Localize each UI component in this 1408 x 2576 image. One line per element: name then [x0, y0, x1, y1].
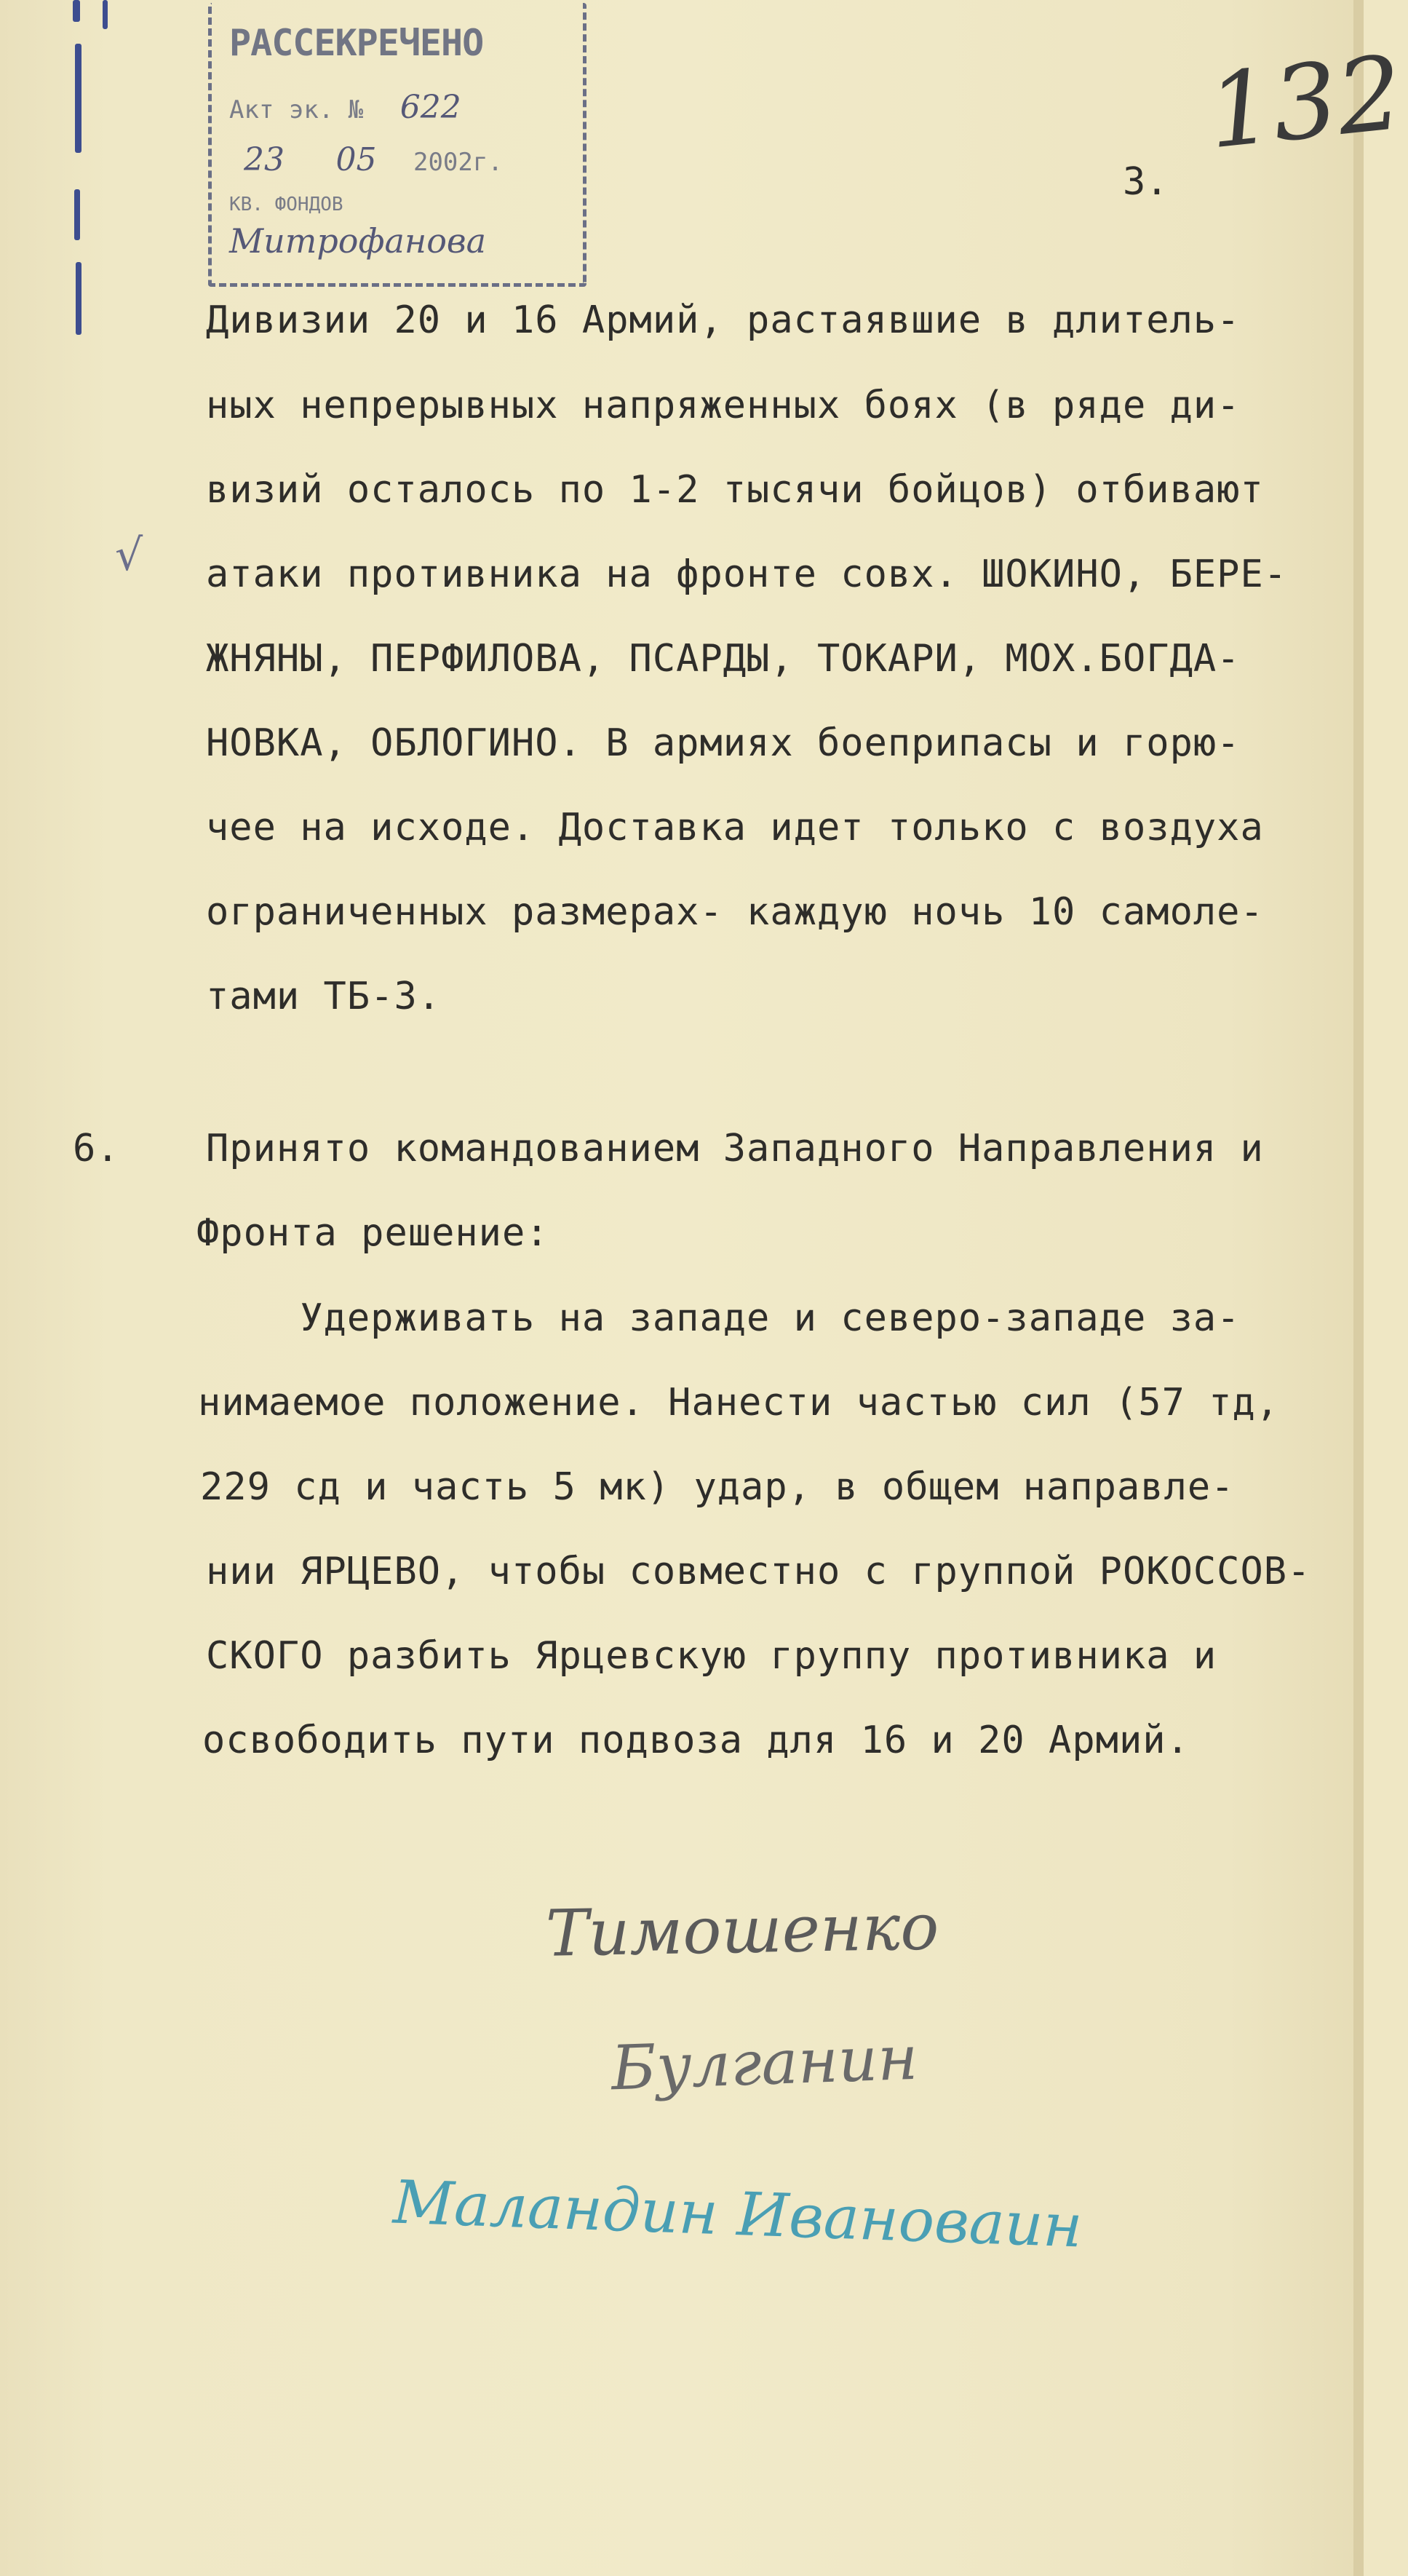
binding-mark [74, 189, 80, 240]
stamp-date-row [229, 141, 503, 178]
binding-mark [76, 262, 81, 335]
page-edge [1353, 0, 1364, 2576]
signature-malandin: Маландин Ивановаин [391, 2168, 1084, 2262]
stamp-date-day: 23 [244, 141, 285, 178]
text-line: тами ТБ-3. [206, 975, 442, 1018]
declassification-stamp [208, 3, 586, 287]
folio-number: 132 [1202, 33, 1408, 173]
stamp-act-number: 622 [399, 89, 461, 126]
signature-bulganin: Булганин [610, 2021, 919, 2104]
text-line: нии ЯРЦЕВО, чтобы совместно с группой РОКОССОВ- [206, 1550, 1311, 1593]
text-line: Фронта решение: [196, 1211, 549, 1255]
text-line: Принято командованием Западного Направления и [206, 1127, 1264, 1170]
page-number: 3. [1123, 160, 1169, 204]
text-line: ных непрерывных напряженных боях (в ряде ди- [206, 384, 1241, 427]
text-line: освободить пути подвоза для 16 и 20 Армий. [202, 1719, 1190, 1762]
text-line: атаки противника на фронте совх. ШОКИНО, БЕРЕ- [206, 552, 1288, 596]
binding-mark [75, 44, 81, 153]
text-line: СКОГО разбить Ярцевскую группу противника и [206, 1634, 1217, 1678]
stamp-act-label: Акт эк. № [229, 95, 364, 124]
stamp-fund-label: КВ. ФОНДОВ [229, 194, 343, 215]
text-line: визий осталось по 1-2 тысячи бойцов) отбивают [206, 468, 1264, 512]
margin-check-mark: √ [115, 530, 143, 581]
stamp-signature: Митрофанова [229, 221, 487, 261]
text-line: Дивизии 20 и 16 Армий, растаявшие в длитель- [206, 298, 1241, 342]
signature-timoshenko: Тимошенко [545, 1889, 940, 1971]
text-line: ограниченных размерах- каждую ночь 10 самоле- [206, 890, 1264, 934]
stamp-date-month: 05 [335, 141, 377, 178]
text-line: НОВКА, ОБЛОГИНО. В армиях боеприпасы и горю- [206, 721, 1241, 765]
text-line: Удерживать на западе и северо-западе за- [206, 1296, 1241, 1340]
text-line: 229 сд и часть 5 мк) удар, в общем направле- [200, 1465, 1235, 1509]
stamp-title: РАССЕКРЕЧЕНО [229, 22, 484, 64]
stamp-act-row [229, 89, 461, 126]
stamp-date-year: 2002г. [413, 148, 503, 177]
text-line: чее на исходе. Доставка идет только с воздуха [206, 806, 1264, 849]
text-line: ЖНЯНЫ, ПЕРФИЛОВА, ПСАРДЫ, ТОКАРИ, МОХ.БОГДА- [206, 637, 1241, 681]
text-line: нимаемое положение. Нанести частью сил (57 тд, [198, 1381, 1280, 1424]
section-number: 6. [73, 1127, 120, 1170]
binding-mark [73, 0, 80, 22]
binding-mark [103, 0, 108, 29]
